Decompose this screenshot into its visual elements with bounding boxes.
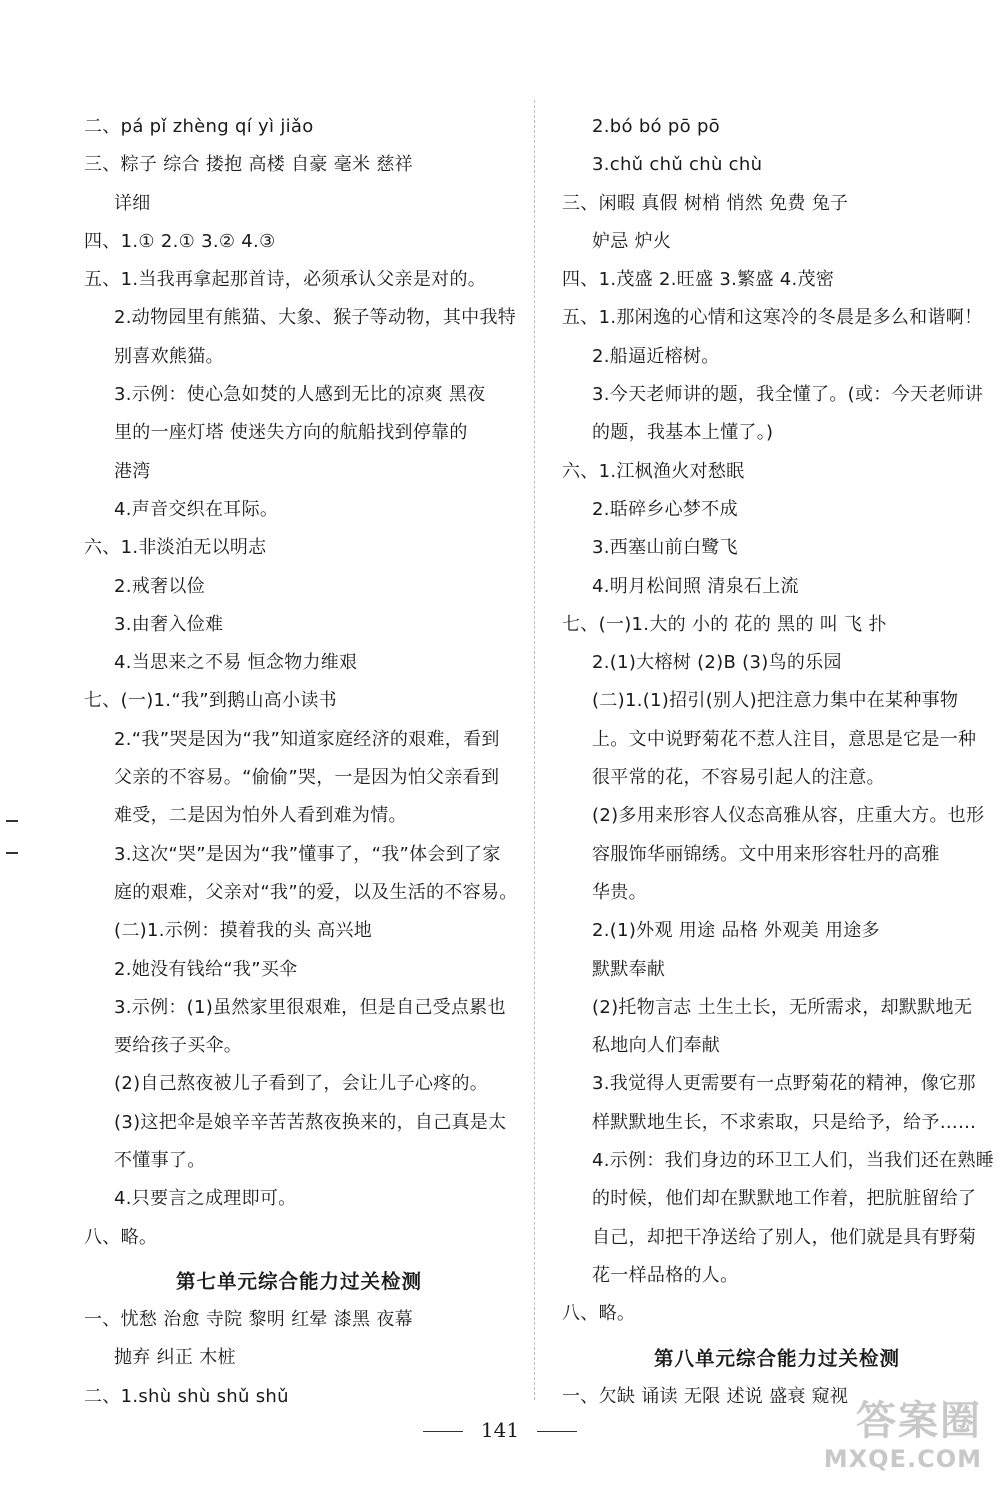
answer-line: 七、(一)1.大的 小的 花的 黑的 叫 飞 扑 — [562, 613, 887, 635]
answer-line: 4.声音交织在耳际。 — [114, 498, 279, 520]
answer-line: 默默奉献 — [592, 958, 666, 980]
answer-line: 难受，二是因为怕外人看到难为情。 — [114, 805, 407, 827]
answer-line: 4.当思来之不易 恒念物力维艰 — [114, 652, 358, 674]
answer-line: 抛弃 纠正 木桩 — [114, 1347, 236, 1369]
answer-line: (2)自己熬夜被儿子看到了，会让儿子心疼的。 — [114, 1073, 489, 1095]
left-column — [84, 108, 518, 1416]
answer-line: 四、1.茂盛 2.旺盛 3.繁盛 4.茂密 — [562, 269, 835, 291]
answer-line: 2.戒奢以俭 — [114, 575, 205, 597]
answer-line: 二、pá pǐ zhèng qí yì jiǎo — [84, 116, 314, 137]
answer-line: 的题，我基本上懂了。) — [592, 422, 774, 444]
binding-marks — [6, 820, 20, 884]
column-divider — [534, 100, 535, 1400]
section-heading: 第七单元综合能力过关检测 — [175, 1269, 422, 1293]
answer-line: 花一样品格的人。 — [592, 1264, 739, 1286]
answer-line: 2.(1)外观 用途 品格 外观美 用途多 — [592, 920, 880, 942]
answer-line: 3.这次“哭”是因为“我”懂事了，“我”体会到了家 — [114, 843, 501, 865]
answer-line: 3.由奢入俭难 — [114, 613, 224, 635]
answer-line: 2.“我”哭是因为“我”知道家庭经济的艰难，看到 — [114, 728, 500, 750]
answer-line: 别喜欢熊猫。 — [114, 345, 224, 367]
answer-line: 要给孩子买伞。 — [114, 1035, 243, 1057]
answer-line: 父亲的不容易。“偷偷”哭，一是因为怕父亲看到 — [114, 767, 500, 789]
answer-line: 三、粽子 综合 搂抱 高楼 自豪 毫米 慈祥 — [84, 154, 413, 176]
answer-line: 很平常的花，不容易引起人的注意。 — [592, 767, 885, 789]
answer-line: 七、(一)1.“我”到鹅山高小读书 — [84, 690, 337, 712]
answer-line: 3.我觉得人更需要有一点野菊花的精神，像它那 — [592, 1073, 976, 1095]
answer-line: 五、1.那闲逸的心情和这寒冷的冬晨是多么和谐啊！ — [562, 307, 983, 329]
answer-line: 自己，却把干净送给了别人，他们就是具有野菊 — [592, 1226, 977, 1248]
answer-line: (二)1.示例：摸着我的头 高兴地 — [114, 920, 373, 942]
answer-line: 六、1.非淡泊无以明志 — [84, 537, 267, 559]
answer-line: 3.示例：(1)虽然家里很艰难，但是自己受点累也 — [114, 996, 506, 1018]
watermark-line2: MXQE.COM — [823, 1445, 982, 1473]
answer-line: 上。文中说野菊花不惹人注目，意思是它是一种 — [592, 728, 977, 750]
answer-line: 三、闲暇 真假 树梢 悄然 免费 兔子 — [562, 192, 849, 214]
answer-line: 二、1.shù shù shǔ shǔ — [84, 1385, 289, 1407]
answer-line: 庭的艰难，父亲对“我”的爱，以及生活的不容易。 — [114, 881, 518, 903]
answer-line: 不懂事了。 — [114, 1150, 206, 1172]
answer-line: 的时候，他们却在默默地工作着，把肮脏留给了 — [592, 1188, 977, 1210]
answer-line: 3.示例：使心急如焚的人感到无比的凉爽 黑夜 — [114, 384, 486, 406]
answer-line: 3.今天老师讲的题，我全懂了。(或：今天老师讲 — [592, 384, 984, 406]
footer-rule-left — [423, 1431, 463, 1432]
answer-line: 2.(1)大榕树 (2)B (3)鸟的乐园 — [592, 652, 842, 674]
answer-line: 八、略。 — [84, 1226, 158, 1248]
answer-line: (二)1.(1)招引(别人)把注意力集中在某种事物 — [592, 690, 959, 712]
section-heading: 第八单元综合能力过关检测 — [653, 1346, 900, 1370]
right-column — [562, 108, 995, 1416]
answer-line: 详细 — [114, 192, 151, 214]
answer-line: 2.bó bó pō pō — [592, 116, 720, 137]
answer-line: 容服饰华丽锦绣。文中用来形容牡丹的高雅 — [592, 843, 940, 865]
answer-line: 私地向人们奉献 — [592, 1035, 721, 1057]
answer-line: 3.chǔ chǔ chù chù — [592, 154, 763, 176]
answer-line: 4.明月松间照 清泉石上流 — [592, 575, 799, 597]
answer-line: 一、欠缺 诵读 无限 述说 盛衰 窥视 — [562, 1385, 849, 1407]
answer-line: 2.船逼近榕树。 — [592, 345, 720, 367]
answer-line: (2)多用来形容人仪态高雅从容，庄重大方。也形 — [592, 805, 985, 827]
answer-line: 华贵。 — [592, 881, 647, 903]
answer-line: 一、忧愁 治愈 寺院 黎明 红晕 漆黑 夜幕 — [84, 1308, 413, 1330]
page-number: 141 — [480, 1418, 520, 1442]
answer-line: 3.西塞山前白鹭飞 — [592, 537, 738, 559]
answer-line: (3)这把伞是娘辛辛苦苦熬夜换来的，自己真是太 — [114, 1111, 507, 1133]
answer-line: 2.动物园里有熊猫、大象、猴子等动物，其中我特 — [114, 307, 517, 329]
answer-line: 4.示例：我们身边的环卫工人们，当我们还在熟睡 — [592, 1150, 995, 1172]
footer-rule-right — [537, 1431, 577, 1432]
answer-line: 里的一座灯塔 使迷失方向的航船找到停靠的 — [114, 422, 468, 444]
answer-line: 港湾 — [114, 460, 151, 482]
watermark-line1: 答案圈 — [856, 1398, 982, 1444]
answer-line: 六、1.江枫渔火对愁眠 — [562, 460, 745, 482]
answer-line: 妒忌 炉火 — [592, 230, 672, 252]
answer-line: 样默默地生长，不求索取，只是给予，给予…… — [592, 1111, 977, 1133]
answer-line: (2)托物言志 土生土长，无所需求，却默默地无 — [592, 996, 973, 1018]
answer-line: 八、略。 — [562, 1303, 636, 1325]
answer-line: 2.她没有钱给“我”买伞 — [114, 958, 298, 980]
answer-line: 五、1.当我再拿起那首诗，必须承认父亲是对的。 — [84, 269, 487, 291]
watermark-logo — [802, 1398, 982, 1478]
answer-line: 四、1.① 2.① 3.② 4.③ — [84, 230, 276, 252]
answer-line: 4.只要言之成理即可。 — [114, 1188, 297, 1210]
answer-line: 2.聒碎乡心梦不成 — [592, 498, 738, 520]
